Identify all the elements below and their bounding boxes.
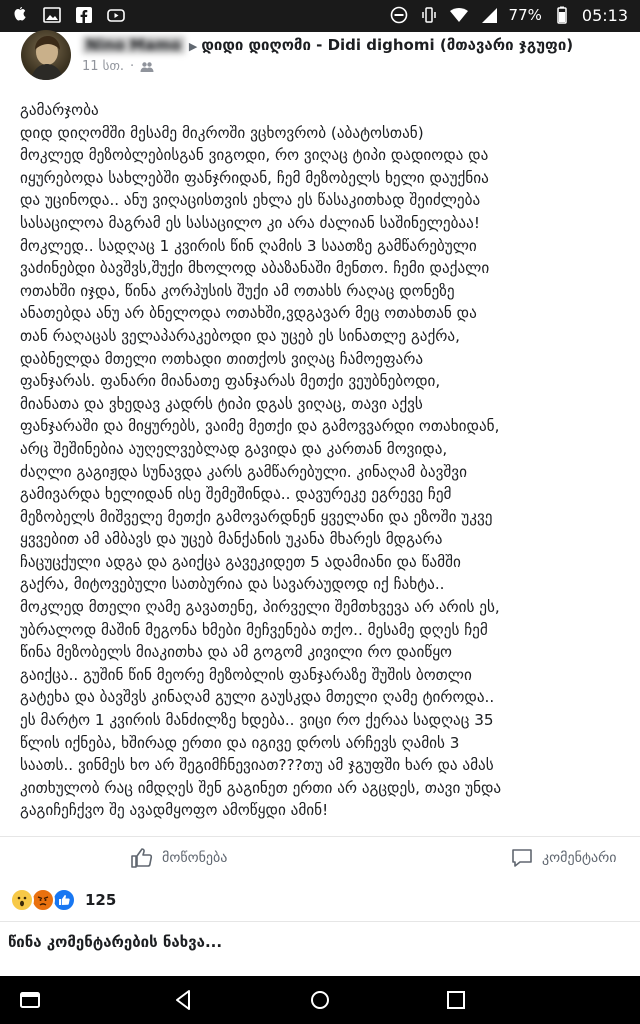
post-body-line: ყვვებით ამ ამბავს და უცებ მანქანის უკანა მხარეს მდგარა xyxy=(20,530,443,549)
facebook-icon xyxy=(74,5,94,25)
thumbs-up-icon xyxy=(130,847,154,869)
post-body-line: გამარჯობა xyxy=(20,101,99,119)
comment-icon xyxy=(510,847,534,869)
system-indicators xyxy=(389,5,628,25)
post-time[interactable]: 11 სთ. xyxy=(82,59,125,74)
image-icon xyxy=(42,5,62,25)
post-body-line: მოკლედ მთელი ღამე გავათენე, პირველი შემთხვევა არ არის ეს, xyxy=(20,598,500,617)
group-name[interactable]: დიდი დიღომი - Didi dighomi (მთავარი ჯგუფი) xyxy=(201,36,574,54)
dot-separator: · xyxy=(130,59,135,74)
comment-label: კომენტარი xyxy=(542,850,617,866)
post-body-line: და უცინოდა.. ანუ ვიღაცისთვის ეხლა ეს წასაკითხად შეიძლება xyxy=(20,191,481,210)
post-body-line: ჩაცუცქული ადგა და გაიქცა გავეკიდეთ 5 ადამიანი და წამში xyxy=(20,552,461,571)
post-body-line: ანათებდა ანუ არ ბნელოდა ოთახში,ვდგავარ მეც ოთახთან და xyxy=(20,304,477,323)
post-body-line: ფანჯარაში და მიყურებს, ვაიმე მეთქი და გამოვვარდი ოთახიდან, xyxy=(20,417,500,436)
post-meta xyxy=(82,59,154,74)
post-body-line: დაბნელდა მთელი ოთხადი თითქოს ვიღაც ჩამოეფარა xyxy=(20,349,424,368)
screenshot-tray-icon[interactable] xyxy=(18,988,42,1012)
reaction-count: 125 xyxy=(85,891,117,909)
post-body-line: გამივარდა ხელიდან ისე შემეშინდა.. დავურეკე ეგრევე ჩემ xyxy=(20,485,452,504)
post-body-line: მეზობელს მიშველე მეთქი გამოვარდნენ ყველანი და ეზოში უკვე xyxy=(20,507,493,526)
group-members-icon xyxy=(140,61,154,73)
post-body xyxy=(20,99,632,822)
post-body-line: გაიქცა.. გუშინ წინ მეორე მეზობლის ფანჯარაზე შუშის ბოთლი xyxy=(20,665,472,684)
post-body-line: ფანჯარას. ფანარი მიანათე ფანჯარას მეთქი ვეუბნებოდი, xyxy=(20,372,441,391)
like-reaction-icon xyxy=(52,888,76,912)
post-body-line: იყურებოდა სახლებში ფანჯრიდან, ჩემ მეზობელს ხელი დაუქნია xyxy=(20,168,489,187)
post-actions xyxy=(0,836,640,879)
back-icon[interactable] xyxy=(172,988,196,1012)
android-nav-bar xyxy=(0,976,640,1024)
post-body-line: სასაცილოა მაგრამ ეს სასაცილო კი არა ძალიან საშინელებაა! xyxy=(20,213,480,232)
post-body-line: დიდ დიღომში მესამე მიკროში ვცხოვრობ (აბატოსთან) xyxy=(20,123,424,142)
vibrate-icon xyxy=(419,5,439,25)
post-body-line: გატეხა და ბავშვს კინაღამ გული გაუსკდა მთელი ღამე ტიროდა.. xyxy=(20,688,495,707)
youtube-icon xyxy=(106,5,126,25)
signal-icon xyxy=(479,5,499,25)
comment-button[interactable] xyxy=(510,847,617,869)
post-body-line: წლის იქნება, ხშირად ერთი და იგივე დროს არჩევს ღამის 3 xyxy=(20,733,460,752)
angry-reaction-icon xyxy=(31,888,55,912)
avatar-image xyxy=(21,30,71,80)
post-body-line: თან რაღაცას ველაპარაკებოდი და უცებ ეს სინათლე გაქრა, xyxy=(20,326,460,345)
arrow-right-icon: ▶ xyxy=(188,40,198,53)
post-author-line xyxy=(82,36,573,54)
status-bar xyxy=(0,0,640,32)
post-body-line: არც შეშინებია აუღელვებლად გავიდა და კართან მოვიდა, xyxy=(20,439,448,458)
battery-percent: 77% xyxy=(508,6,542,24)
post-body-line: მოკლედ მეზობლებისგან ვიგოდი, რო ვიღაც ტიპი დადიოდა და xyxy=(20,146,489,165)
notification-icons xyxy=(10,5,126,25)
post-body-line: კითხულობ რაც იმდღეს შენ გაგინეთ ერთი არ აგცდეს, თავი უნდა xyxy=(20,778,502,797)
clock: 05:13 xyxy=(581,5,628,25)
like-button[interactable] xyxy=(130,847,227,869)
post-body-line: საათს.. ვინმეს ხო არ შეგიმჩნევიათ???თუ ამ ჯგუფში ხარ და ამას xyxy=(20,756,494,775)
post-body-line: უბრალოდ მაშინ მეგონა ხმები მეჩვენება თქო.. მესამე დღეს ჩემ xyxy=(20,620,488,639)
avatar[interactable] xyxy=(21,30,71,80)
post-body-line: წინა მეზობელს მიაკითხა და ამ გოგომ კივილი რო დაიწყო xyxy=(20,643,452,662)
home-icon[interactable] xyxy=(308,988,332,1012)
divider xyxy=(0,921,640,922)
post-body-line: ძაღლი გაგიჟდა სუნავდა კარს გამწარებული. კინაღამ ბავშვი xyxy=(20,462,467,481)
dnd-icon xyxy=(389,5,409,25)
battery-icon xyxy=(552,5,572,25)
view-previous-comments-link[interactable]: წინა კომენტარების ნახვა... xyxy=(8,933,223,951)
post-body-line: მოკლედ.. სადღაც 1 კვირის წინ ღამის 3 საათზე გამწარებული xyxy=(20,236,477,255)
author-name[interactable]: Nino Mamo xyxy=(82,36,185,54)
post-body-line: მიანათა და ვხედავ კადრს ტიპი დგას ვიღაც, თავი აქვს xyxy=(20,394,423,413)
wifi-icon xyxy=(449,5,469,25)
post-body-line: ვაძინებდი ბავშვს,შუქი მხოლოდ აბაზანაში მენთო. ჩემი დაქალი xyxy=(20,259,490,278)
recents-icon[interactable] xyxy=(444,988,468,1012)
post-body-line: ეს მარტო 1 კვირის მანძილზე ხდება.. ვიცი რო ქერაა სადღაც 35 xyxy=(20,711,494,730)
apple-icon xyxy=(10,5,30,25)
wow-reaction-icon xyxy=(10,888,34,912)
post-body-line: გაქრა, მიტოვებული სათბურია და სავარაუდოდ იქ ჩახტა.. xyxy=(20,575,445,594)
like-label: მოწონება xyxy=(162,850,228,866)
reactions-summary[interactable] xyxy=(10,886,116,914)
post-body-line: გაგიჩეჩქვო შე ავადმყოფო ამოწყდი ამინ! xyxy=(20,801,329,820)
post-body-line: ოთახში იჯდა, წინა კორპუსის შუქი ამ ოთახს რაღაც დონეზე xyxy=(20,281,455,300)
